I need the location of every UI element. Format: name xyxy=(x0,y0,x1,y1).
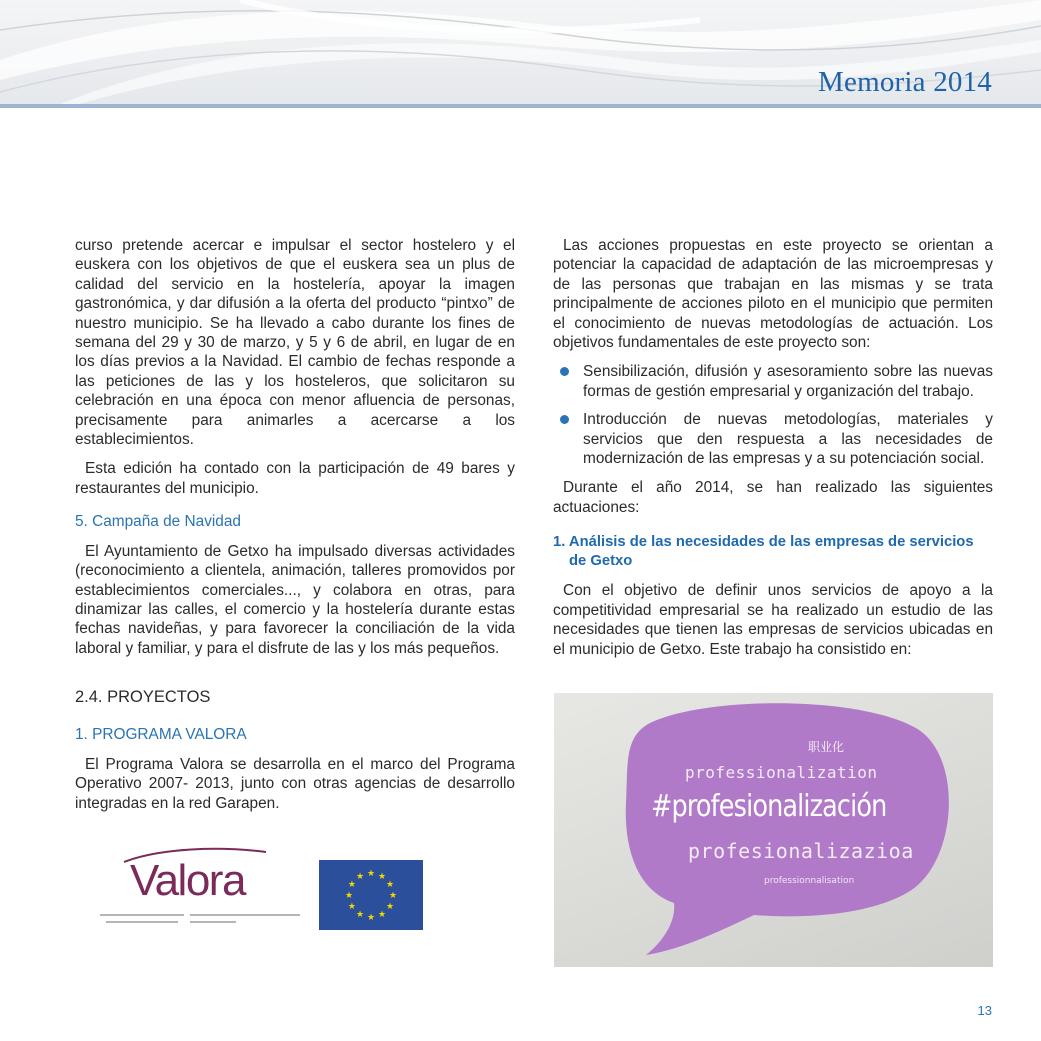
list-item: Sensibilización, difusión y asesoramiento sobre las nuevas formas de gestión empresarial y organización del trabajo. xyxy=(553,362,993,401)
paragraph: Esta edición ha contado con la participación de 49 bares y restaurantes del municipio. xyxy=(75,460,515,497)
page-header xyxy=(0,0,1041,108)
bubble-line: professionalization xyxy=(685,763,878,782)
profesionalizacion-photo xyxy=(554,693,993,967)
paragraph: Durante el año 2014, se han realizado las siguientes actuaciones: xyxy=(553,479,993,516)
bubble-line: profesionalizazioa xyxy=(688,839,914,863)
paragraph: El Ayuntamiento de Getxo ha impulsado diversas actividades (reconocimiento a clientela, animación, talleres promovidos por establecimientos comerciales..., y colabora en otras, para dinamizar las calles, el comercio y la hostelería durante estas fechas navideñas, y para favorecer la conciliación de la vida laboral y familiar, y para el disfrute de las y los más pequeños. xyxy=(75,542,515,657)
eu-star-icon: ★ xyxy=(347,901,356,911)
eu-star-icon: ★ xyxy=(366,912,376,922)
subheading-programa-valora: 1. PROGRAMA VALORA xyxy=(75,726,247,744)
eu-star-icon: ★ xyxy=(386,879,395,889)
paragraph: El Programa Valora se desarrolla en el marco del Programa Operativo 2007- 2013, junto con otras agencias de desarrollo integradas en la red Garapen. xyxy=(75,755,515,812)
heading-campana-navidad: 5. Campaña de Navidad xyxy=(75,513,241,531)
paragraph: curso pretende acercar e impulsar el sector hostelero y el euskera con los objetivos de que el euskera sea un plus de calidad del servicio en la hostelería, apoyar la imagen gastronómica, y dar difusión a la oferta del producto “pintxo” de nuestro municipio. Se ha llevado a cabo durante los fines de semana del 29 y 30 de marzo, y 5 y 6 de abril, en lugar de en los días previos a la Navidad. El cambio de fechas responde a las peticiones de las y los hosteleros, que solicitaron su celebración en una época con menor afluencia de personas, precisamente para animarles a acercarse a los establecimientos. xyxy=(75,237,515,449)
paragraph: Las acciones propuestas en este proyecto se orientan a potenciar la capacidad de adaptación de las microempresas y de las personas que trabajan en las mismas y se trata principalmente de acciones piloto en el municipio que permiten el conocimiento de nuevas metodologías de actuación. Los objetivos fundamentales de este proyecto son: xyxy=(553,237,993,352)
eu-star-icon: ★ xyxy=(347,879,356,889)
bubble-line: professionnalisation xyxy=(764,876,855,886)
paragraph: Con el objetivo de definir unos servicios de apoyo a la competitividad empresarial se ha realizado un estudio de las necesidades que tienen las empresas de servicios ubicadas en el municipio de Getxo. Este trabajo ha consistido en: xyxy=(553,582,993,658)
objectives-list xyxy=(553,362,993,468)
eu-star-icon: ★ xyxy=(377,870,387,881)
section-heading: 2.4. PROYECTOS xyxy=(75,688,211,706)
page-number: 13 xyxy=(977,1003,992,1018)
right-column xyxy=(553,236,993,669)
eu-star-icon: ★ xyxy=(344,890,354,900)
bullet-icon xyxy=(560,415,569,424)
heading-analisis-necesidades: 1. Análisis de las necesidades de las empresas de servicios de Getxo xyxy=(553,534,974,570)
header-rule xyxy=(0,104,1041,108)
logos-strip xyxy=(90,832,462,938)
eu-star-icon: ★ xyxy=(355,909,365,920)
valora-logo-caption xyxy=(98,912,308,926)
eu-star-icon: ★ xyxy=(388,890,398,900)
page-title: Memoria 2014 xyxy=(818,66,992,98)
left-column xyxy=(75,236,515,668)
eu-star-icon: ★ xyxy=(377,909,387,920)
valora-logo: Valora xyxy=(130,856,245,905)
eu-star-icon: ★ xyxy=(386,901,395,911)
eu-star-icon: ★ xyxy=(355,870,365,881)
eu-star-icon: ★ xyxy=(366,868,376,878)
speech-bubble xyxy=(554,693,993,967)
section-proyectos xyxy=(75,688,515,813)
bubble-line: 职业化 xyxy=(808,740,845,754)
bullet-icon xyxy=(560,367,569,376)
bubble-line: #profesionalización xyxy=(651,789,887,824)
list-item: Introducción de nuevas metodologías, materiales y servicios que den respuesta a las necesidades de modernización de las empresas y a su potenciación social. xyxy=(553,410,993,468)
eu-flag-icon xyxy=(319,860,423,930)
